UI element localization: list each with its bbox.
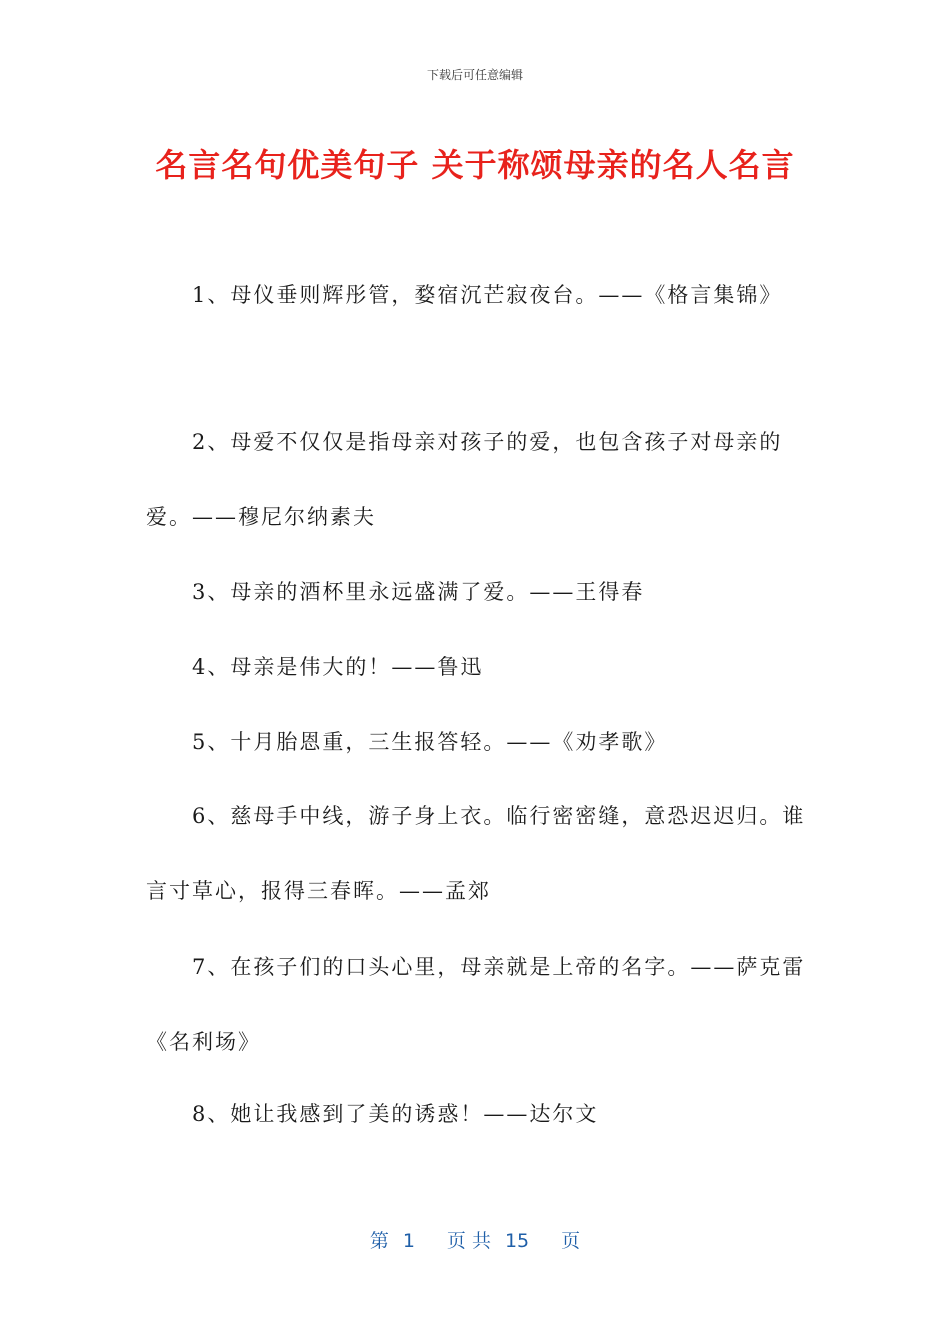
footer-total-pages: 15 (504, 1230, 530, 1252)
footer-suffix: 页 (561, 1230, 581, 1252)
quote-paragraph-6: 6、慈母手中线，游子身上衣。临行密密缝，意恐迟迟归。谁言寸草心，报得三春晖。——孟郊 (146, 804, 806, 903)
document-title: 名言名句优美句子 关于称颂母亲的名人名言 (155, 146, 795, 184)
footer-current-page: 1 (402, 1230, 415, 1252)
quote-paragraph-7: 7、在孩子们的口头心里，母亲就是上帝的名字。——萨克雷《名利场》 (146, 955, 806, 1054)
quote-paragraph-2: 2、母爱不仅仅是指母亲对孩子的爱，也包含孩子对母亲的爱。——穆尼尔纳素夫 (146, 430, 783, 529)
quote-paragraph-1: 1、母仪垂则辉彤管，婺宿沉芒寂夜台。——《格言集锦》 (192, 283, 783, 307)
quote-paragraph-8: 8、她让我感到了美的诱惑！——达尔文 (192, 1102, 599, 1126)
quote-paragraph-5: 5、十月胎恩重，三生报答轻。——《劝孝歌》 (192, 730, 668, 754)
footer-middle: 页 共 (446, 1230, 491, 1252)
page-footer (0, 1226, 950, 1253)
page-header-note: 下载后可任意编辑 (426, 68, 523, 82)
footer-prefix: 第 (369, 1230, 389, 1252)
quote-paragraph-3: 3、母亲的酒杯里永远盛满了爱。——王得春 (192, 580, 645, 604)
quote-paragraph-4: 4、母亲是伟大的！——鲁迅 (192, 655, 484, 679)
